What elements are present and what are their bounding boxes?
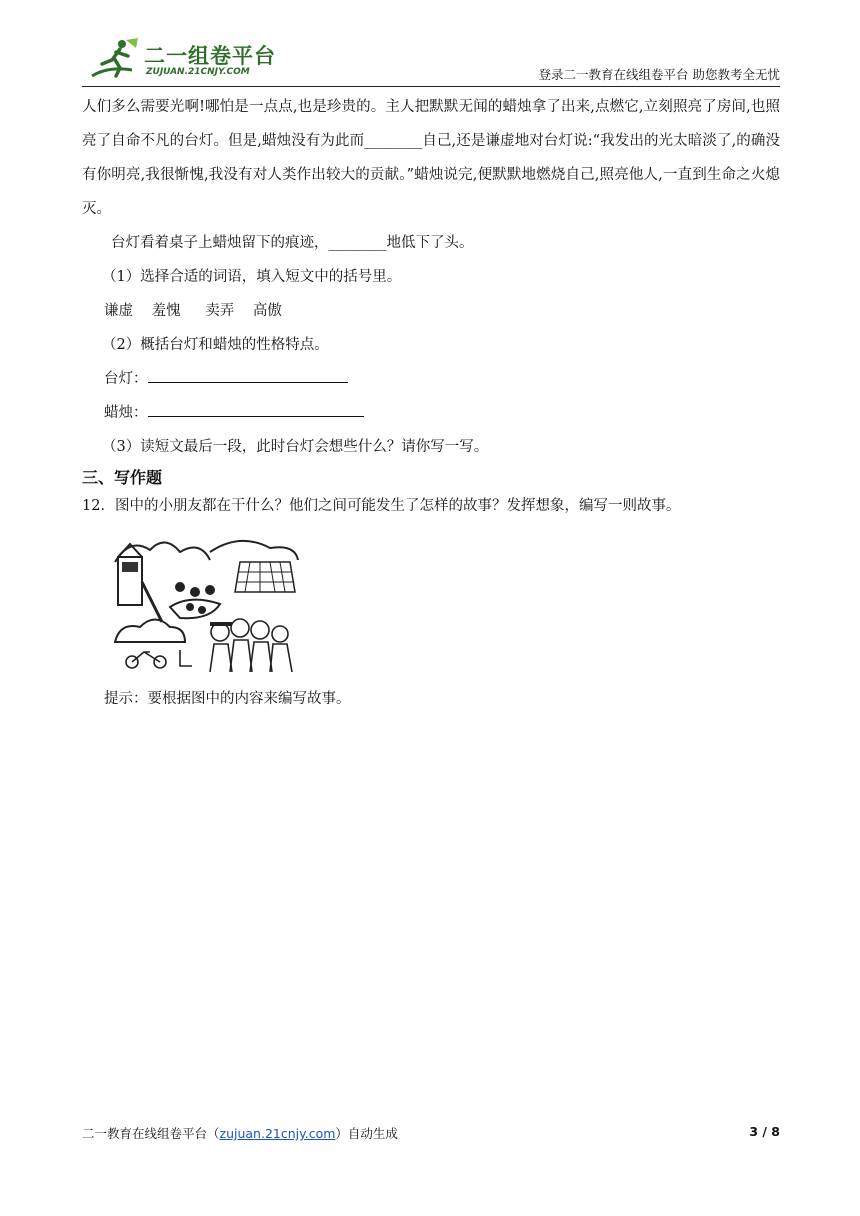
word-choice: 高傲 <box>252 303 282 319</box>
fill-blank[interactable]: ________ <box>328 235 387 251</box>
logo-domain: ZUJUAN.21CNJY.COM <box>146 67 250 77</box>
lamp-answer-blank[interactable] <box>148 381 348 383</box>
page-number: 3 / 8 <box>749 1124 780 1139</box>
lamp-label: 台灯： <box>104 371 148 387</box>
logo-text: 二一组卷平台 <box>144 44 276 68</box>
passage-text: 人们多么需要光啊!哪怕是一点点,也是珍贵的。主人把默默无闻的蜡烛拿了出来,点燃它,立刻照亮了房间,也照亮了自命不凡的台灯。但是,蜡烛没有为此而 <box>82 99 780 149</box>
footer-suffix: ）自动生成 <box>335 1126 398 1141</box>
fill-blank[interactable]: ________ <box>364 133 423 149</box>
question-2: （2）概括台灯和蜡烛的性格特点。 <box>102 337 329 353</box>
word-choice: 羞愧 <box>151 303 181 319</box>
question-3: （3）读短文最后一段，此时台灯会想些什么？请你写一写。 <box>102 439 489 455</box>
passage-paragraph-2 <box>82 226 780 260</box>
children-playground-illustration <box>110 532 300 672</box>
footer-prefix: 二一教育在线组卷平台（ <box>82 1126 220 1141</box>
candle-answer-blank[interactable] <box>148 415 364 417</box>
page-footer <box>82 1124 780 1142</box>
candle-answer-line <box>82 396 780 430</box>
candle-label: 蜡烛： <box>104 405 148 421</box>
writing-hint: 提示：要根据图中的内容来编写故事。 <box>104 691 351 707</box>
passage-text: 台灯看着桌子上蜡烛留下的痕迹， <box>111 235 329 251</box>
site-logo[interactable] <box>86 36 286 82</box>
lamp-answer-line <box>82 362 780 396</box>
passage-text: 自己,还是谦虚地对台灯说:“我发出的光太暗淡了,的确没有你明亮,我很惭愧,我没有对人类作出较大的贡献。”蜡烛说完,便默默地燃烧自己,照亮他人,一直到生命之火熄灭。 <box>82 133 781 217</box>
word-choice: 谦虚 <box>104 303 133 319</box>
header-slogan: 登录二一教育在线组卷平台 助您教考全无忧 <box>538 67 780 82</box>
page-content <box>82 90 780 716</box>
question-12: 12．图中的小朋友都在干什么？他们之间可能发生了怎样的故事？发挥想象，编写一则故事。 <box>82 498 681 514</box>
passage-paragraph-1 <box>82 90 780 226</box>
footer-link[interactable]: zujuan.21cnjy.com <box>219 1126 336 1141</box>
page-header <box>82 30 780 87</box>
section-title: 三、写作题 <box>82 468 163 487</box>
runner-logo-icon <box>86 36 146 82</box>
passage-text: 地低下了头。 <box>386 235 474 251</box>
word-choice: 卖弄 <box>205 303 235 319</box>
word-choices <box>82 294 780 328</box>
question-1: （1）选择合适的词语，填入短文中的括号里。 <box>102 269 402 285</box>
